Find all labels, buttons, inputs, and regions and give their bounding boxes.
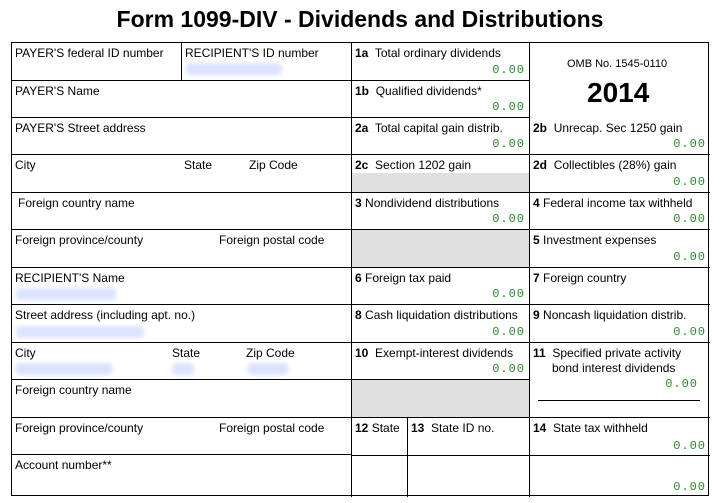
box-2a-value: 0.00 (492, 137, 525, 151)
recipient-foreign-province-label: Foreign province/county (15, 421, 144, 435)
box-10-value: 0.00 (492, 362, 525, 376)
box-13-number: 13 (411, 421, 425, 435)
account-number-field[interactable] (12, 455, 352, 497)
recipient-state-label: State (172, 346, 201, 360)
box-1a-number: 1a (355, 46, 369, 60)
box-14[interactable] (530, 418, 710, 497)
box-9-value: 0.00 (673, 325, 706, 339)
box-1a-label: Total ordinary dividends (374, 46, 501, 60)
form-title: Form 1099-DIV - Dividends and Distributions (116, 6, 604, 32)
box-4[interactable] (530, 193, 710, 230)
omb-number: OMB No. 1545-0110 (567, 58, 668, 70)
box-2b-value: 0.00 (673, 137, 706, 151)
payer-foreign-province-label: Foreign province/county (15, 233, 144, 247)
box-8-number: 8 (355, 308, 362, 322)
form-1099-div (11, 42, 709, 496)
recipient-name-field[interactable] (12, 268, 352, 305)
box-2b[interactable] (530, 118, 710, 155)
payer-city-label: City (15, 158, 36, 172)
box-4-number: 4 (533, 196, 540, 210)
box-9[interactable] (530, 305, 710, 343)
box-6-number: 6 (355, 271, 362, 285)
redacted-recipient-street (16, 326, 144, 338)
payer-foreign-province-field[interactable] (12, 230, 352, 268)
box-2b-number: 2b (533, 121, 548, 135)
box-13[interactable] (408, 418, 530, 497)
payer-foreign-country-label: Foreign country name (18, 196, 135, 210)
box-2b-label: Unrecap. Sec 1250 gain (553, 121, 683, 135)
box-5-number: 5 (533, 233, 540, 247)
payer-foreign-country-field[interactable] (12, 193, 352, 230)
box-14-number: 14 (533, 421, 547, 435)
box-2c-shaded (352, 173, 529, 192)
box-5[interactable] (530, 230, 710, 268)
recipient-city-field[interactable] (12, 343, 352, 380)
redacted-recipient-id (186, 63, 282, 75)
redacted-recipient-zip (248, 363, 288, 375)
box-14-value-2: 0.00 (673, 480, 706, 494)
box-2d-label: Collectibles (28%) gain (553, 158, 677, 172)
payer-street-field[interactable] (12, 118, 352, 155)
box-7[interactable] (530, 268, 710, 305)
box-2a[interactable] (352, 118, 530, 155)
payer-zip-label: Zip Code (249, 158, 298, 172)
box-1a[interactable] (352, 43, 530, 81)
box-5-label: Investment expenses (543, 233, 657, 247)
payer-street-label: PAYER'S Street address (15, 121, 146, 135)
box-2d-number: 2d (533, 158, 548, 172)
box-11-value: 0.00 (665, 377, 698, 391)
recipient-foreign-country-field[interactable] (12, 380, 352, 418)
redacted-recipient-name (16, 288, 116, 300)
payer-foreign-postal-label: Foreign postal code (219, 233, 325, 247)
box-4-value: 0.00 (673, 212, 706, 226)
box-11-label-line2: bond interest dividends (552, 361, 676, 375)
recipient-id-field[interactable] (182, 43, 352, 81)
tax-year: 2014 (587, 77, 650, 108)
box-1a-value: 0.00 (492, 63, 525, 77)
box-10-number: 10 (355, 346, 369, 360)
recipient-city-label: City (15, 346, 36, 360)
redacted-recipient-city (16, 363, 112, 375)
box-9-label: Noncash liquidation distrib. (543, 308, 687, 322)
recipient-street-field[interactable] (12, 305, 352, 343)
box-14-label: State tax withheld (553, 421, 648, 435)
box-4-label: Federal income tax withheld (543, 196, 693, 210)
account-number-label: Account number** (15, 458, 112, 472)
recipient-street-label: Street address (including apt. no.) (15, 308, 196, 322)
omb-year-box (530, 43, 710, 118)
box-8-value: 0.00 (492, 325, 525, 339)
box-8-label: Cash liquidation distributions (365, 308, 518, 322)
box-1b[interactable] (352, 81, 530, 118)
box-1b-value: 0.00 (492, 100, 525, 114)
recipient-foreign-postal-label: Foreign postal code (219, 421, 325, 435)
payer-city-field[interactable] (12, 155, 352, 193)
box-3-label: Nondividend distributions (365, 196, 500, 210)
recipient-foreign-province-field[interactable] (12, 418, 352, 455)
shaded-cell-2 (352, 380, 530, 418)
box-2d[interactable] (530, 155, 710, 193)
box-14-value-1: 0.00 (673, 439, 706, 453)
box-6-value: 0.00 (492, 287, 525, 301)
box-3[interactable] (352, 193, 530, 230)
box-7-label: Foreign country (543, 271, 627, 285)
box-12[interactable] (352, 418, 408, 497)
box-14-divider (530, 455, 710, 456)
shaded-cell-1 (352, 230, 530, 268)
box-1b-label: Qualified dividends* (375, 84, 482, 98)
redacted-recipient-state (172, 363, 194, 375)
box-10[interactable] (352, 343, 530, 380)
box-7-number: 7 (533, 271, 540, 285)
box-3-value: 0.00 (492, 212, 525, 226)
payer-federal-id-label: PAYER'S federal ID number (15, 46, 164, 60)
box-13-divider (408, 455, 529, 456)
box-2c[interactable] (352, 155, 530, 193)
box-2a-label: Total capital gain distrib. (374, 121, 503, 135)
box-12-label: State (371, 421, 400, 435)
box-13-label: State ID no. (431, 421, 495, 435)
box-5-value: 0.00 (673, 250, 706, 264)
recipient-zip-label: Zip Code (246, 346, 295, 360)
recipient-name-label: RECIPIENT'S Name (15, 271, 125, 285)
box-10-label: Exempt-interest dividends (375, 346, 514, 360)
box-6-label: Foreign tax paid (365, 271, 452, 285)
payer-federal-id-field[interactable] (12, 43, 182, 81)
payer-name-label: PAYER'S Name (15, 84, 100, 98)
box-2c-number: 2c (355, 158, 369, 172)
box-12-divider (352, 455, 407, 456)
payer-state-label: State (184, 158, 213, 172)
box-3-number: 3 (355, 196, 362, 210)
box-6[interactable] (352, 268, 530, 305)
box-11-underline (538, 400, 700, 401)
box-8[interactable] (352, 305, 530, 343)
box-11-number: 11 (533, 346, 546, 360)
box-2c-label: Section 1202 gain (375, 158, 472, 172)
recipient-foreign-country-label: Foreign country name (15, 383, 132, 397)
box-12-number: 12 (355, 421, 369, 435)
box-11[interactable] (530, 343, 710, 418)
box-11-label: Specified private activity (552, 346, 682, 360)
box-9-number: 9 (533, 308, 540, 322)
recipient-id-label: RECIPIENT'S ID number (185, 46, 319, 60)
box-2d-value: 0.00 (673, 175, 706, 189)
box-2a-number: 2a (355, 121, 369, 135)
payer-name-field[interactable] (12, 81, 352, 118)
box-1b-number: 1b (355, 84, 370, 98)
